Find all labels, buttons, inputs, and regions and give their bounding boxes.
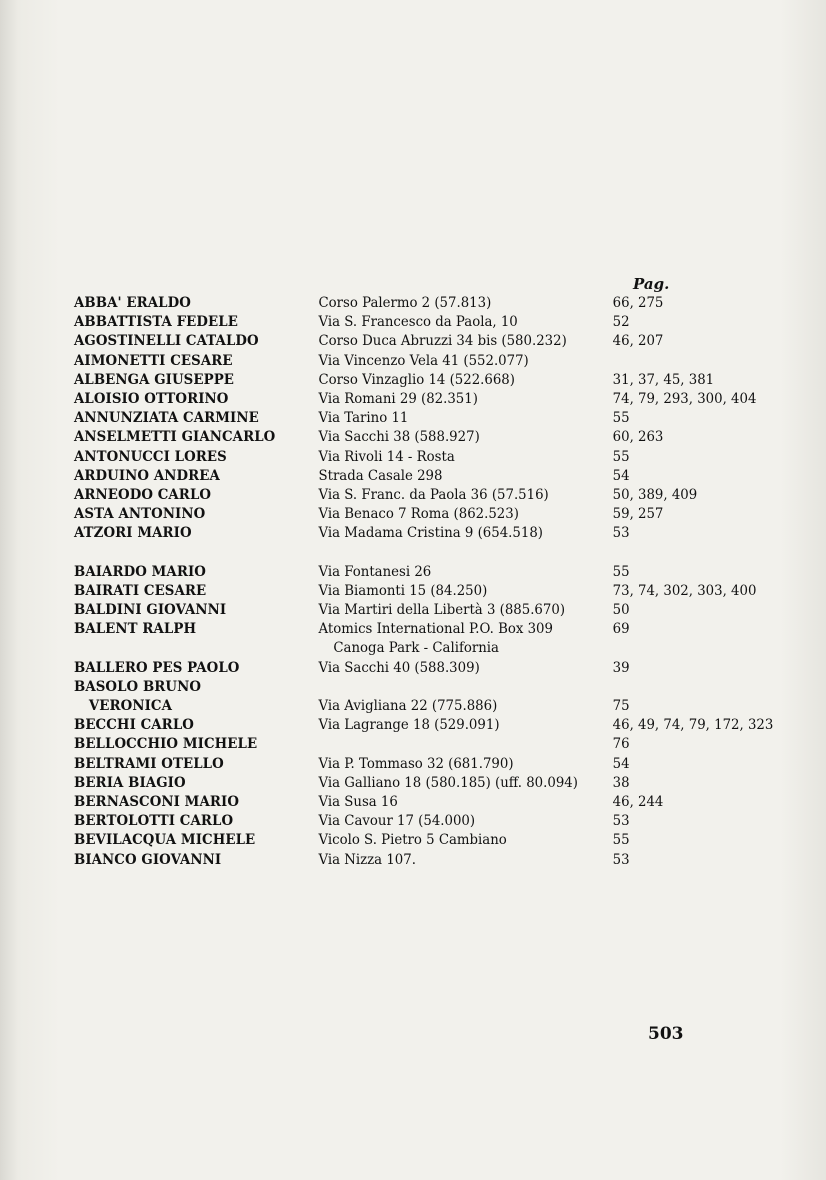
- entry-name: [74, 678, 319, 716]
- entry-address: Via S. Francesco da Paola, 10: [318, 314, 518, 331]
- entry-address: Via S. Franc. da Paola 36 (57.516): [318, 487, 549, 504]
- entry-name: BELLOCCHIO MICHELE: [74, 736, 258, 753]
- entry-name: ARDUINO ANDREA: [74, 467, 220, 484]
- entry-address: Corso Palermo 2 (57.813): [318, 295, 492, 311]
- entry-name: BAIARDO MARIO: [74, 563, 206, 580]
- entry-pages: 50, 389, 409: [612, 487, 698, 504]
- table-row: [74, 294, 773, 313]
- entry-pages: 55: [612, 832, 630, 849]
- entry-name: BALLERO PES PAOLO: [74, 659, 240, 676]
- table-row: [74, 851, 773, 870]
- entry-pages: 54: [612, 755, 630, 772]
- entry-pages: [613, 352, 774, 371]
- table-row: [74, 774, 773, 793]
- entry-name: BECCHI CARLO: [74, 717, 194, 734]
- table-row: [74, 678, 773, 716]
- table-row: [74, 486, 773, 505]
- entry-address: Via Cavour 17 (54.000): [318, 813, 476, 830]
- entry-name: BELTRAMI OTELLO: [74, 755, 224, 772]
- entry-address: [319, 678, 613, 716]
- entry-pages: 73, 74, 302, 303, 400: [612, 582, 757, 599]
- table-row: [74, 735, 773, 754]
- entry-address: Via Sacchi 38 (588.927): [318, 429, 480, 446]
- entry-name: ASTA ANTONINO: [74, 506, 206, 523]
- entry-name-line1: BASOLO BRUNO: [74, 678, 202, 695]
- entry-name: ABBATTISTA FEDELE: [74, 314, 238, 331]
- table-row: [74, 620, 773, 658]
- table-row: [74, 467, 773, 486]
- table-row: [74, 755, 773, 774]
- entry-pages: 46, 49, 74, 79, 172, 323: [612, 717, 774, 734]
- entry-name: ANSELMETTI GIANCARLO: [74, 429, 276, 446]
- entry-pages: 59, 257: [612, 506, 664, 523]
- entry-address: Corso Duca Abruzzi 34 bis (580.232): [318, 333, 567, 350]
- entry-pages: 69: [612, 621, 630, 638]
- section-spacer: [74, 544, 773, 563]
- entry-pages: 76: [612, 736, 630, 753]
- entry-pages: 60, 263: [612, 429, 664, 446]
- entry-pages: 53: [612, 813, 630, 830]
- entry-pages: 55: [612, 448, 630, 465]
- entry-pages: 38: [612, 774, 630, 791]
- table-row: [74, 390, 773, 409]
- entry-address: Via Martiri della Libertà 3 (885.670): [318, 602, 566, 619]
- entry-address-text: Via Avigliana 22 (775.886): [318, 698, 498, 715]
- entry-address: Vicolo S. Pietro 5 Cambiano: [318, 832, 507, 849]
- table-row: [74, 563, 773, 582]
- entry-pages: 55: [612, 410, 630, 427]
- entry-name: ANTONUCCI LORES: [74, 448, 227, 465]
- pages-column-header: Pag.: [633, 275, 670, 293]
- entry-pages: 31, 37, 45, 381: [612, 371, 715, 388]
- table-row: [74, 332, 773, 351]
- entry-name: AIMONETTI CESARE: [74, 352, 233, 369]
- entry-address: Corso Vinzaglio 14 (522.668): [318, 371, 515, 388]
- entry-address: Strada Casale 298: [318, 467, 443, 484]
- entry-pages: 39: [612, 659, 630, 676]
- table-row: [74, 659, 773, 678]
- entry-name: ABBA' ERALDO: [74, 295, 191, 311]
- table-row: [74, 524, 773, 543]
- entry-pages-text: 75: [612, 698, 630, 715]
- table-row: [74, 313, 773, 332]
- entry-name: ATZORI MARIO: [74, 525, 192, 542]
- table-row: [74, 409, 773, 428]
- entry-address: Via Susa 16: [318, 794, 398, 811]
- entry-address: Via Vincenzo Vela 41 (552.077): [318, 352, 529, 369]
- entry-name: BALENT RALPH: [74, 621, 197, 638]
- table-row: [74, 793, 773, 812]
- entry-pages: 55: [612, 563, 630, 580]
- entry-pages: 53: [612, 525, 630, 542]
- entry-address: [319, 620, 613, 658]
- entry-pages: 50: [612, 602, 630, 619]
- entry-name: BERTOLOTTI CARLO: [74, 813, 234, 830]
- entry-name: ARNEODO CARLO: [74, 487, 212, 504]
- entry-address: Via Nizza 107.: [318, 851, 416, 868]
- entry-pages: 46, 244: [612, 794, 664, 811]
- entry-address: Via Fontanesi 26: [318, 563, 432, 580]
- entry-pages: 46, 207: [612, 333, 664, 350]
- entry-pages: 74, 79, 293, 300, 404: [612, 391, 757, 408]
- entry-address: Via Rivoli 14 - Rosta: [318, 448, 455, 465]
- table-row: [74, 371, 773, 390]
- page-number: 503: [648, 1024, 684, 1044]
- address-directory-table: [74, 294, 773, 870]
- entry-name: AGOSTINELLI CATALDO: [74, 333, 259, 350]
- entry-name: ANNUNZIATA CARMINE: [74, 410, 259, 427]
- entry-address: Via Lagrange 18 (529.091): [318, 717, 500, 734]
- entry-address: Via Galliano 18 (580.185) (uff. 80.094): [318, 774, 578, 791]
- entry-address: Via Tarino 11: [318, 410, 409, 427]
- entry-name: BIANCO GIOVANNI: [74, 851, 222, 868]
- table-row: [74, 601, 773, 620]
- table-row: [74, 448, 773, 467]
- table-row: [74, 831, 773, 850]
- entry-name: BERNASCONI MARIO: [74, 794, 240, 811]
- entry-address: Via Benaco 7 Roma (862.523): [318, 506, 519, 523]
- entry-address-line2: Canoga Park - California: [333, 640, 499, 657]
- table-row: [74, 428, 773, 447]
- table-row: [74, 505, 773, 524]
- entry-name: ALOISIO OTTORINO: [74, 391, 229, 408]
- entry-name: BERIA BIAGIO: [74, 774, 186, 791]
- entry-pages: 53: [612, 851, 630, 868]
- table-row: [74, 812, 773, 831]
- entry-pages: 52: [612, 314, 630, 331]
- table-row: [74, 352, 773, 371]
- entry-address: Via P. Tommaso 32 (681.790): [318, 755, 514, 772]
- entry-address: Via Madama Cristina 9 (654.518): [318, 525, 543, 542]
- entry-name: BAIRATI CESARE: [74, 582, 207, 599]
- entry-address: Via Biamonti 15 (84.250): [318, 582, 488, 599]
- entry-name: ALBENGA GIUSEPPE: [74, 371, 235, 388]
- entry-address-line1: Atomics International P.O. Box 309: [318, 621, 553, 638]
- entry-address: Via Romani 29 (82.351): [318, 391, 478, 408]
- entry-address: Via Sacchi 40 (588.309): [318, 659, 480, 676]
- table-row: [74, 582, 773, 601]
- entry-pages: 54: [612, 467, 630, 484]
- entry-name: BALDINI GIOVANNI: [74, 602, 227, 619]
- entry-address: [319, 735, 613, 754]
- table-row: [74, 716, 773, 735]
- entry-pages: 66, 275: [612, 295, 664, 311]
- entry-name: BEVILACQUA MICHELE: [74, 832, 256, 849]
- entry-pages: [613, 678, 774, 716]
- entry-name-line2: VERONICA: [88, 698, 172, 715]
